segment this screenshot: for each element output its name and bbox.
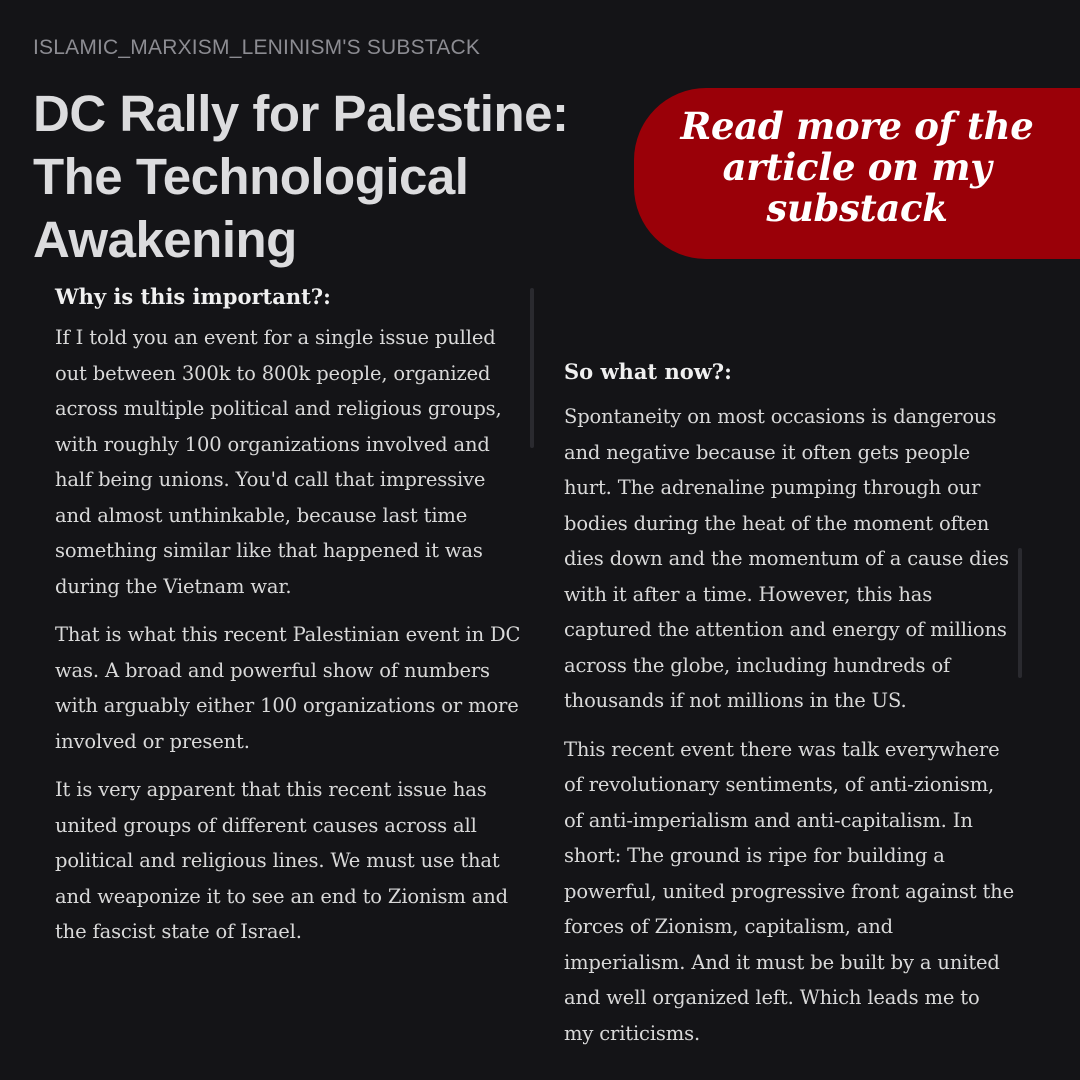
read-more-text: Read more of the article on my substack [680,104,1034,230]
right-paragraph: Spontaneity on most occasions is dangerous and negative because it often gets people hurt. The adrenaline pumping through our bodies during the heat of the moment often dies down and the momentum of a cause dies with it after a time. However, this has captured the attention and energy of millions across the globe, including hundreds of thousands if not millions in the US. [564,405,1009,712]
left-paragraph: It is very apparent that this recent issue has united groups of different causes across all political and religious lines. We must use that and weaponize it to see an end to Zionism and the fascist state of Israel. [55,778,508,943]
right-article-excerpt [564,357,1014,1064]
left-article-excerpt [55,282,527,963]
left-paragraph: If I told you an event for a single issue pulled out between 300k to 800k people, organized across multiple political and religious groups, with roughly 100 organizations involved and half being unions. You'd call that impressive and almost unthinkable, because last time something similar like that happened it was during the Vietnam war. [55,326,502,598]
left-section-heading: Why is this important?: [55,284,331,309]
left-scrollbar[interactable] [530,288,534,448]
article-title: DC Rally for Palestine: The Technological Awakening [33,85,569,268]
right-paragraph: This recent event there was talk everywhere of revolutionary sentiments, of anti-zionism, of anti-imperialism and anti-capitalism. In short: The ground is ripe for building a powerful, united progressive front against the forces of Zionism, capitalism, and imperialism. And it must be built by a united and well organized left. Which leads me to my criticisms. [564,737,1014,1045]
publication-name[interactable]: ISLAMIC_MARXISM_LENINISM'S SUBSTACK [33,36,481,59]
right-scrollbar[interactable] [1018,548,1022,678]
right-section-heading: So what now?: [564,359,732,384]
left-paragraph: That is what this recent Palestinian event in DC was. A broad and powerful show of numbers with arguably either 100 organizations or more involved or present. [55,623,521,753]
read-more-banner[interactable] [634,88,1080,259]
